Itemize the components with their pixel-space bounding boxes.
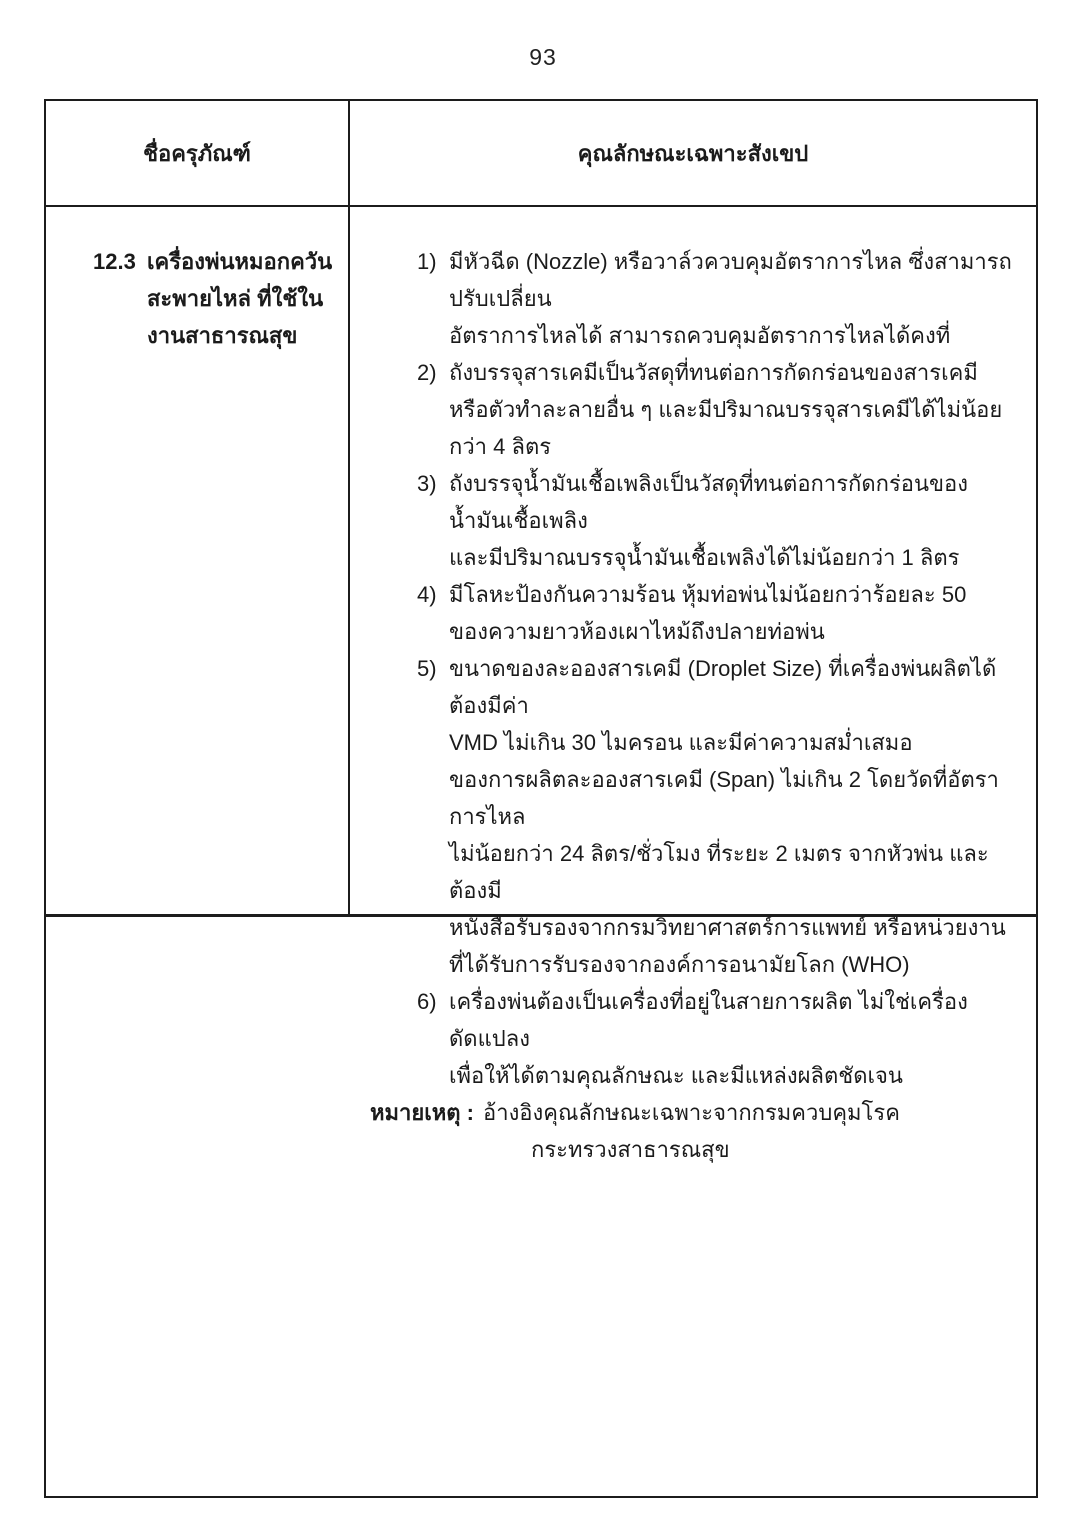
spec-item-number: 3) bbox=[417, 471, 437, 496]
equipment-item-number: 12.3 bbox=[93, 249, 136, 274]
spec-text-line: ขนาดของละอองสารเคมี (Droplet Size) ที่เครื่องพ่นผลิตได้ ต้องมีค่า bbox=[449, 656, 997, 718]
spec-item-text bbox=[449, 576, 1016, 650]
spec-text-line: เพื่อให้ได้ตามคุณลักษณะ และมีแหล่งผลิตชัดเจน bbox=[449, 1063, 903, 1088]
spec-text-line: มีหัวฉีด (Nozzle) หรือวาล์วควบคุมอัตราการไหล ซึ่งสามารถปรับเปลี่ยน bbox=[449, 249, 1012, 311]
spec-text-line: หนังสือรับรองจากกรมวิทยาศาสตร์การแพทย์ หรือหน่วยงาน bbox=[449, 915, 1006, 940]
spec-text-line: VMD ไม่เกิน 30 ไมครอน และมีค่าความสม่ำเสมอ bbox=[449, 730, 913, 755]
spec-item-4 bbox=[350, 576, 1016, 650]
spec-item-number: 6) bbox=[417, 989, 437, 1014]
spec-text-line: และมีปริมาณบรรจุน้ำมันเชื้อเพลิงได้ไม่น้อยกว่า 1 ลิตร bbox=[449, 545, 960, 570]
spec-text-line: ของความยาวห้องเผาไหม้ถึงปลายท่อพ่น bbox=[449, 619, 825, 644]
equipment-name-line: งานสาธารณสุข bbox=[147, 323, 298, 348]
equipment-name-text: เครื่องพ่นหมอกควัน bbox=[147, 249, 333, 274]
equipment-name-cell bbox=[46, 207, 350, 914]
table-header-row bbox=[46, 101, 1036, 207]
spec-item-2 bbox=[350, 354, 1016, 465]
spec-text-line: อัตราการไหลได้ สามารถควบคุมอัตราการไหลได้คงที่ bbox=[449, 323, 951, 348]
page-number: 93 bbox=[529, 44, 557, 70]
spec-item-1 bbox=[350, 243, 1016, 354]
note-text-continued: กระทรวงสาธารณสุข bbox=[531, 1137, 730, 1162]
equipment-name-line bbox=[93, 243, 338, 280]
note-label: หมายเหตุ : bbox=[370, 1100, 474, 1125]
spec-item-5 bbox=[350, 650, 1016, 983]
spec-text-line: ไม่น้อยกว่า 24 ลิตร/ชั่วโมง ที่ระยะ 2 เมตร จากหัวพ่น และต้องมี bbox=[449, 841, 989, 903]
spec-item-number: 5) bbox=[417, 656, 437, 681]
spec-item-6 bbox=[350, 983, 1016, 1094]
spec-item-text bbox=[449, 983, 1016, 1094]
spec-item-text bbox=[449, 354, 1016, 465]
spec-text-line: หรือตัวทำละลายอื่น ๆ และมีปริมาณบรรจุสารเคมีได้ไม่น้อยกว่า 4 ลิตร bbox=[449, 397, 1003, 459]
spec-text-line: ถังบรรจุน้ำมันเชื้อเพลิงเป็นวัสดุที่ทนต่อการกัดกร่อนของน้ำมันเชื้อเพลิง bbox=[449, 471, 969, 533]
specification-table bbox=[44, 99, 1038, 1498]
note-text: อ้างอิงคุณลักษณะเฉพาะจากกรมควบคุมโรค bbox=[483, 1100, 900, 1125]
specification-cell bbox=[350, 207, 1036, 1162]
spec-item-text bbox=[449, 243, 1016, 354]
spec-text-line: เครื่องพ่นต้องเป็นเครื่องที่อยู่ในสายการผลิต ไม่ใช่เครื่องดัดแปลง bbox=[449, 989, 968, 1051]
spec-item-text bbox=[449, 650, 1016, 983]
spec-text-line: ที่ได้รับการรับรองจากองค์การอนามัยโลก (WHO) bbox=[449, 952, 910, 977]
spec-item-number: 1) bbox=[417, 249, 437, 274]
equipment-name-line: สะพายไหล่ ที่ใช้ใน bbox=[147, 286, 324, 311]
specification-list bbox=[350, 207, 1036, 1168]
spec-item-number: 4) bbox=[417, 582, 437, 607]
spec-item-text bbox=[449, 465, 1016, 576]
equipment-name-block bbox=[46, 207, 348, 354]
header-cell-equipment-name: ชื่อครุภัณฑ์ bbox=[46, 101, 350, 205]
spec-item-number: 2) bbox=[417, 360, 437, 385]
table-content-row bbox=[46, 207, 1036, 1162]
spec-item-3 bbox=[350, 465, 1016, 576]
spec-text-line: ของการผลิตละอองสารเคมี (Span) ไม่เกิน 2 โดยวัดที่อัตราการไหล bbox=[449, 767, 999, 829]
spec-text-line: ถังบรรจุสารเคมีเป็นวัสดุที่ทนต่อการกัดกร่อนของสารเคมี bbox=[449, 360, 978, 385]
header-cell-specification: คุณลักษณะเฉพาะสังเขป bbox=[577, 140, 809, 166]
spec-text-line: มีโลหะป้องกันความร้อน หุ้มท่อพ่นไม่น้อยกว่าร้อยละ 50 bbox=[449, 582, 967, 607]
note-block bbox=[370, 1094, 1016, 1131]
